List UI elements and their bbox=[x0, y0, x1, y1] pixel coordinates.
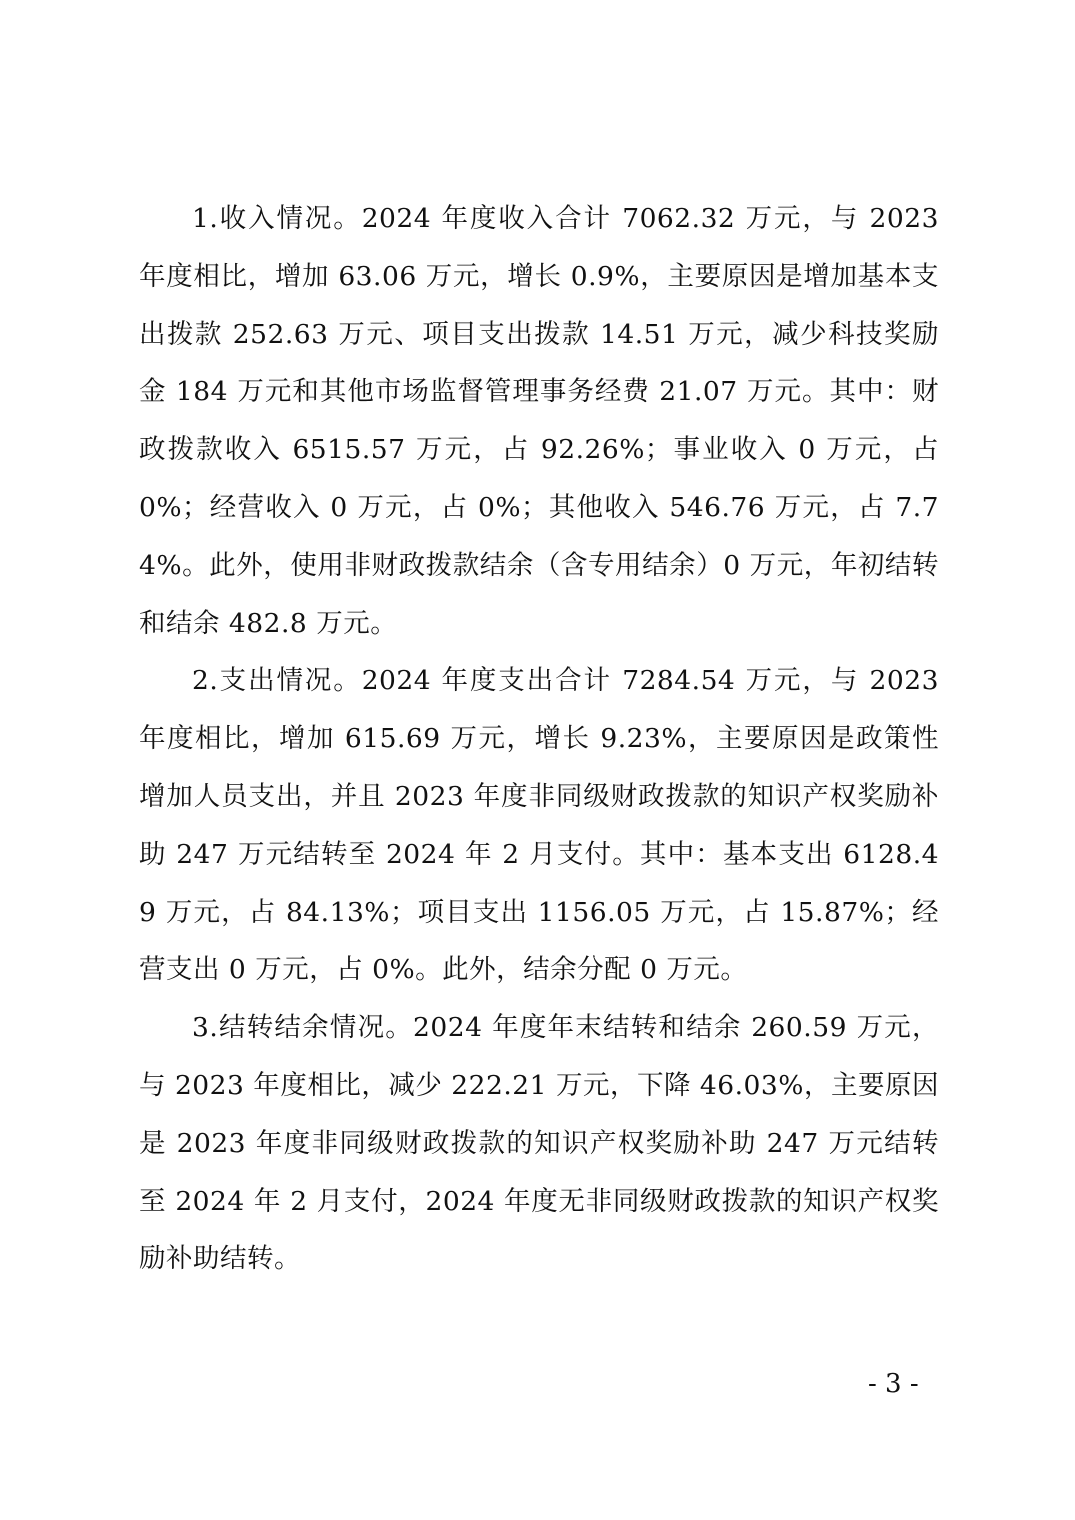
paragraph-income: 1.收入情况。2024 年度收入合计 7062.32 万元，与 2023 年度相比，增加 63.06 万元，增长 0.9%，主要原因是增加基本支出拨款 252.63 万元、项目支出拨款 14.51 万元，减少科技奖励金 184 万元和其他市场监督管理事务经费 21.07 万元。其中：财政拨款收入 6515.57 万元，占 92.26%；事业收入 0 万元，占 0%；经营收入 0 万元，占 0%；其他收入 546.76 万元，占 7.74%。此外，使用非财政拨款结余（含专用结余）0 万元，年初结转和结余 482.8 万元。 bbox=[139, 203, 939, 639]
paragraph-expenditure: 2.支出情况。2024 年度支出合计 7284.54 万元，与 2023 年度相比，增加 615.69 万元，增长 9.23%，主要原因是政策性增加人员支出，并且 2023 年度非同级财政拨款的知识产权奖励补助 247 万元结转至 2024 年 2 月支付。其中：基本支出 6128.49 万元，占 84.13%；项目支出 1156.05 万元，占 15.87%；经营支出 0 万元，占 0%。此外，结余分配 0 万元。 bbox=[139, 665, 939, 986]
document-body bbox=[139, 190, 939, 1288]
page-number: - 3 - bbox=[868, 1369, 919, 1399]
paragraph-carryover: 3.结转结余情况。2024 年度年末结转和结余 260.59 万元，与 2023 年度相比，减少 222.21 万元，下降 46.03%，主要原因是 2023 年度非同级财政拨款的知识产权奖励补助 247 万元结转至 2024 年 2 月支付，2024 年度无非同级财政拨款的知识产权奖励补助结转。 bbox=[139, 1012, 939, 1275]
